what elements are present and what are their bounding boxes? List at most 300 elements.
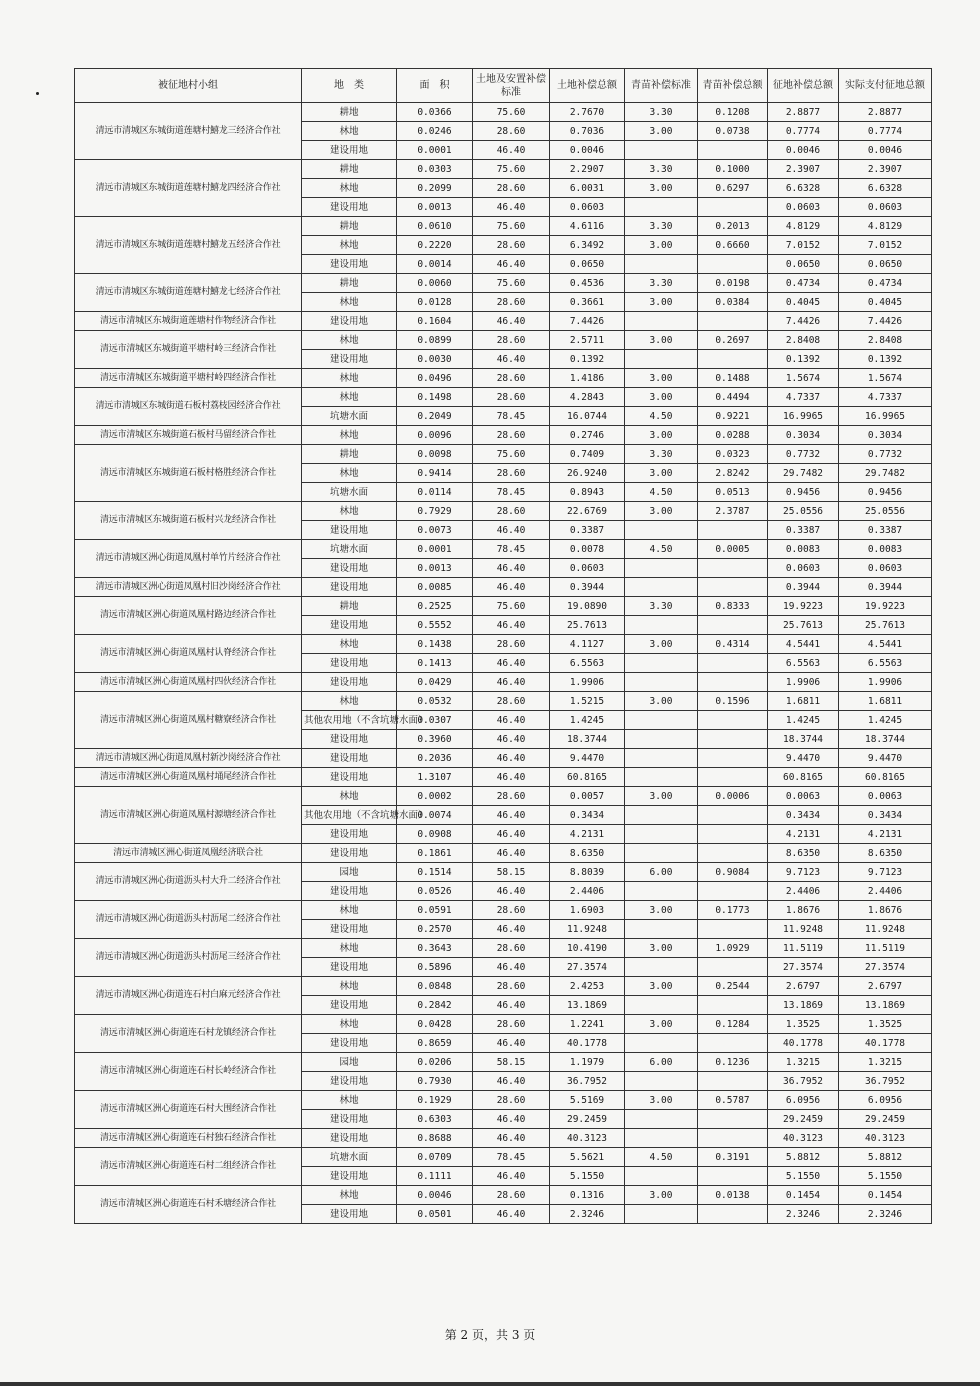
land-total-cell: 18.3744 xyxy=(550,730,625,749)
area-cell: 0.1498 xyxy=(397,388,473,407)
area-cell: 0.0001 xyxy=(397,540,473,559)
compensation-total-cell: 25.7613 xyxy=(768,616,839,635)
land-total-cell: 2.3246 xyxy=(550,1205,625,1224)
land-standard-cell: 46.40 xyxy=(473,1167,550,1186)
area-cell: 0.0001 xyxy=(397,141,473,160)
land-type-cell: 坑塘水面 xyxy=(302,1148,397,1167)
crop-standard-cell: 3.00 xyxy=(625,122,698,141)
crop-total-cell: 0.6297 xyxy=(698,179,768,198)
land-standard-cell: 46.40 xyxy=(473,768,550,787)
land-total-cell: 40.3123 xyxy=(550,1129,625,1148)
crop-total-cell: 0.0384 xyxy=(698,293,768,312)
header-actual-paid: 实际支付征地总额 xyxy=(839,69,932,103)
crop-total-cell: 0.3191 xyxy=(698,1148,768,1167)
crop-total-cell: 0.5787 xyxy=(698,1091,768,1110)
compensation-total-cell: 1.6811 xyxy=(768,692,839,711)
land-standard-cell: 28.60 xyxy=(473,635,550,654)
compensation-total-cell: 2.6797 xyxy=(768,977,839,996)
village-group-cell: 清远市清城区东城街道石板村兴龙经济合作社 xyxy=(75,502,302,540)
land-type-cell: 建设用地 xyxy=(302,198,397,217)
village-group-cell: 清远市清城区东城街道莲塘村鱚龙七经济合作社 xyxy=(75,274,302,312)
land-standard-cell: 28.60 xyxy=(473,1015,550,1034)
actual-paid-cell: 4.5441 xyxy=(839,635,932,654)
area-cell: 0.0073 xyxy=(397,521,473,540)
crop-total-cell: 0.0005 xyxy=(698,540,768,559)
land-total-cell: 36.7952 xyxy=(550,1072,625,1091)
crop-standard-cell xyxy=(625,730,698,749)
land-type-cell: 林地 xyxy=(302,331,397,350)
land-type-cell: 林地 xyxy=(302,179,397,198)
land-standard-cell: 78.45 xyxy=(473,540,550,559)
compensation-total-cell: 0.3434 xyxy=(768,806,839,825)
actual-paid-cell: 1.8676 xyxy=(839,901,932,920)
compensation-total-cell: 6.5563 xyxy=(768,654,839,673)
land-total-cell: 5.5169 xyxy=(550,1091,625,1110)
land-type-cell: 林地 xyxy=(302,1186,397,1205)
crop-total-cell xyxy=(698,1167,768,1186)
actual-paid-cell: 1.5674 xyxy=(839,369,932,388)
compensation-total-cell: 16.9965 xyxy=(768,407,839,426)
area-cell: 0.1929 xyxy=(397,1091,473,1110)
crop-total-cell xyxy=(698,616,768,635)
land-total-cell: 0.0603 xyxy=(550,198,625,217)
crop-total-cell: 2.3787 xyxy=(698,502,768,521)
land-type-cell: 林地 xyxy=(302,692,397,711)
land-total-cell: 1.5215 xyxy=(550,692,625,711)
land-standard-cell: 28.60 xyxy=(473,464,550,483)
area-cell: 0.0013 xyxy=(397,559,473,578)
crop-standard-cell xyxy=(625,312,698,331)
compensation-total-cell: 60.8165 xyxy=(768,768,839,787)
land-standard-cell: 78.45 xyxy=(473,483,550,502)
land-type-cell: 建设用地 xyxy=(302,996,397,1015)
land-standard-cell: 78.45 xyxy=(473,407,550,426)
land-total-cell: 0.8943 xyxy=(550,483,625,502)
area-cell: 0.0366 xyxy=(397,103,473,122)
actual-paid-cell: 9.7123 xyxy=(839,863,932,882)
area-cell: 0.0114 xyxy=(397,483,473,502)
crop-standard-cell xyxy=(625,844,698,863)
table-row xyxy=(75,445,932,464)
land-standard-cell: 28.60 xyxy=(473,977,550,996)
actual-paid-cell: 0.7732 xyxy=(839,445,932,464)
area-cell: 0.0206 xyxy=(397,1053,473,1072)
land-type-cell: 建设用地 xyxy=(302,673,397,692)
land-total-cell: 0.0057 xyxy=(550,787,625,806)
crop-standard-cell: 3.00 xyxy=(625,331,698,350)
compensation-total-cell: 25.0556 xyxy=(768,502,839,521)
land-type-cell: 耕地 xyxy=(302,217,397,236)
land-type-cell: 林地 xyxy=(302,369,397,388)
area-cell: 0.5552 xyxy=(397,616,473,635)
actual-paid-cell: 1.4245 xyxy=(839,711,932,730)
crop-standard-cell: 3.30 xyxy=(625,160,698,179)
crop-total-cell xyxy=(698,1129,768,1148)
crop-standard-cell: 3.00 xyxy=(625,464,698,483)
area-cell: 0.2570 xyxy=(397,920,473,939)
actual-paid-cell: 60.8165 xyxy=(839,768,932,787)
land-standard-cell: 46.40 xyxy=(473,559,550,578)
land-total-cell: 1.1979 xyxy=(550,1053,625,1072)
crop-total-cell: 0.4314 xyxy=(698,635,768,654)
actual-paid-cell: 4.2131 xyxy=(839,825,932,844)
land-total-cell: 60.8165 xyxy=(550,768,625,787)
compensation-total-cell: 0.0603 xyxy=(768,198,839,217)
land-type-cell: 耕地 xyxy=(302,445,397,464)
land-type-cell: 建设用地 xyxy=(302,1205,397,1224)
village-group-cell: 清远市清城区洲心街道连石村独石经济合作社 xyxy=(75,1129,302,1148)
actual-paid-cell: 8.6350 xyxy=(839,844,932,863)
land-total-cell: 0.3944 xyxy=(550,578,625,597)
land-total-cell: 22.6769 xyxy=(550,502,625,521)
actual-paid-cell: 0.1392 xyxy=(839,350,932,369)
land-total-cell: 4.2131 xyxy=(550,825,625,844)
compensation-total-cell: 19.9223 xyxy=(768,597,839,616)
village-group-cell: 清远市清城区洲心街道连石村大围经济合作社 xyxy=(75,1091,302,1129)
compensation-total-cell: 1.5674 xyxy=(768,369,839,388)
table-row xyxy=(75,597,932,616)
land-type-cell: 林地 xyxy=(302,388,397,407)
header-row xyxy=(75,69,932,103)
table-row xyxy=(75,1091,932,1110)
land-type-cell: 建设用地 xyxy=(302,1110,397,1129)
crop-standard-cell xyxy=(625,578,698,597)
table-row xyxy=(75,863,932,882)
land-type-cell: 建设用地 xyxy=(302,882,397,901)
area-cell: 0.0429 xyxy=(397,673,473,692)
land-standard-cell: 75.60 xyxy=(473,103,550,122)
crop-standard-cell: 6.00 xyxy=(625,1053,698,1072)
crop-standard-cell xyxy=(625,141,698,160)
land-total-cell: 10.4190 xyxy=(550,939,625,958)
land-type-cell: 建设用地 xyxy=(302,654,397,673)
crop-standard-cell xyxy=(625,521,698,540)
land-total-cell: 7.4426 xyxy=(550,312,625,331)
table-row xyxy=(75,768,932,787)
crop-total-cell xyxy=(698,1205,768,1224)
actual-paid-cell: 4.7337 xyxy=(839,388,932,407)
land-total-cell: 1.9906 xyxy=(550,673,625,692)
land-total-cell: 0.7036 xyxy=(550,122,625,141)
area-cell: 0.0246 xyxy=(397,122,473,141)
land-standard-cell: 75.60 xyxy=(473,160,550,179)
land-total-cell: 40.1778 xyxy=(550,1034,625,1053)
land-standard-cell: 78.45 xyxy=(473,1148,550,1167)
land-standard-cell: 28.60 xyxy=(473,692,550,711)
crop-total-cell: 0.8333 xyxy=(698,597,768,616)
area-cell: 0.0496 xyxy=(397,369,473,388)
crop-total-cell xyxy=(698,141,768,160)
table-row xyxy=(75,160,932,179)
compensation-total-cell: 2.4406 xyxy=(768,882,839,901)
village-group-cell: 清远市清城区洲心街道连石村二组经济合作社 xyxy=(75,1148,302,1186)
compensation-total-cell: 0.4045 xyxy=(768,293,839,312)
crop-total-cell: 2.8242 xyxy=(698,464,768,483)
crop-total-cell: 0.6660 xyxy=(698,236,768,255)
village-group-cell: 清远市清城区东城街道石板村格胜经济合作社 xyxy=(75,445,302,502)
crop-total-cell xyxy=(698,711,768,730)
land-total-cell: 0.3434 xyxy=(550,806,625,825)
actual-paid-cell: 1.6811 xyxy=(839,692,932,711)
crop-standard-cell xyxy=(625,255,698,274)
actual-paid-cell: 5.1550 xyxy=(839,1167,932,1186)
village-group-cell: 清远市清城区东城街道莲塘村鱚龙三经济合作社 xyxy=(75,103,302,160)
crop-total-cell: 0.1488 xyxy=(698,369,768,388)
compensation-total-cell: 0.3034 xyxy=(768,426,839,445)
land-standard-cell: 75.60 xyxy=(473,597,550,616)
compensation-total-cell: 4.5441 xyxy=(768,635,839,654)
crop-standard-cell xyxy=(625,882,698,901)
area-cell: 0.0709 xyxy=(397,1148,473,1167)
village-group-cell: 清远市清城区东城街道莲塘村作物经济合作社 xyxy=(75,312,302,331)
table-row xyxy=(75,749,932,768)
compensation-total-cell: 8.6350 xyxy=(768,844,839,863)
land-total-cell: 2.7670 xyxy=(550,103,625,122)
actual-paid-cell: 0.0650 xyxy=(839,255,932,274)
land-standard-cell: 46.40 xyxy=(473,1205,550,1224)
land-type-cell: 建设用地 xyxy=(302,255,397,274)
crop-standard-cell: 3.00 xyxy=(625,293,698,312)
land-standard-cell: 46.40 xyxy=(473,920,550,939)
actual-paid-cell: 0.3434 xyxy=(839,806,932,825)
village-group-cell: 清远市清城区洲心街道凤凰村源塘经济合作社 xyxy=(75,787,302,844)
crop-standard-cell: 4.50 xyxy=(625,540,698,559)
crop-standard-cell xyxy=(625,1072,698,1091)
actual-paid-cell: 1.3525 xyxy=(839,1015,932,1034)
crop-standard-cell: 3.30 xyxy=(625,597,698,616)
table-row xyxy=(75,787,932,806)
table-row xyxy=(75,331,932,350)
compensation-total-cell: 1.8676 xyxy=(768,901,839,920)
crop-standard-cell xyxy=(625,559,698,578)
crop-total-cell xyxy=(698,806,768,825)
compensation-total-cell: 0.7774 xyxy=(768,122,839,141)
actual-paid-cell: 18.3744 xyxy=(839,730,932,749)
area-cell: 0.2036 xyxy=(397,749,473,768)
village-group-cell: 清远市清城区洲心街道凤凰经济联合社 xyxy=(75,844,302,863)
land-standard-cell: 46.40 xyxy=(473,882,550,901)
compensation-total-cell: 0.0063 xyxy=(768,787,839,806)
table-row xyxy=(75,1186,932,1205)
area-cell: 0.1514 xyxy=(397,863,473,882)
crop-standard-cell xyxy=(625,198,698,217)
land-total-cell: 0.0603 xyxy=(550,559,625,578)
crop-total-cell: 0.2697 xyxy=(698,331,768,350)
land-total-cell: 0.1392 xyxy=(550,350,625,369)
area-cell: 0.8688 xyxy=(397,1129,473,1148)
land-standard-cell: 46.40 xyxy=(473,521,550,540)
land-standard-cell: 46.40 xyxy=(473,654,550,673)
actual-paid-cell: 2.6797 xyxy=(839,977,932,996)
land-type-cell: 建设用地 xyxy=(302,749,397,768)
land-total-cell: 13.1869 xyxy=(550,996,625,1015)
land-type-cell: 建设用地 xyxy=(302,350,397,369)
land-total-cell: 8.8039 xyxy=(550,863,625,882)
land-standard-cell: 46.40 xyxy=(473,1129,550,1148)
actual-paid-cell: 9.4470 xyxy=(839,749,932,768)
land-standard-cell: 46.40 xyxy=(473,730,550,749)
crop-total-cell: 0.1236 xyxy=(698,1053,768,1072)
land-type-cell: 其他农用地（不含坑塘水面） xyxy=(302,711,397,730)
crop-standard-cell xyxy=(625,1034,698,1053)
crop-standard-cell: 4.50 xyxy=(625,407,698,426)
area-cell: 0.3960 xyxy=(397,730,473,749)
village-group-cell: 清远市清城区洲心街道凤凰村认脊经济合作社 xyxy=(75,635,302,673)
land-standard-cell: 28.60 xyxy=(473,939,550,958)
crop-standard-cell xyxy=(625,1167,698,1186)
actual-paid-cell: 2.3246 xyxy=(839,1205,932,1224)
actual-paid-cell: 0.0063 xyxy=(839,787,932,806)
crop-total-cell xyxy=(698,996,768,1015)
land-standard-cell: 46.40 xyxy=(473,749,550,768)
table-row xyxy=(75,1053,932,1072)
compensation-total-cell: 1.9906 xyxy=(768,673,839,692)
compensation-total-cell: 27.3574 xyxy=(768,958,839,977)
land-standard-cell: 28.60 xyxy=(473,369,550,388)
actual-paid-cell: 6.6328 xyxy=(839,179,932,198)
crop-total-cell xyxy=(698,559,768,578)
crop-standard-cell xyxy=(625,920,698,939)
compensation-total-cell: 11.9248 xyxy=(768,920,839,939)
land-type-cell: 林地 xyxy=(302,236,397,255)
crop-total-cell xyxy=(698,882,768,901)
crop-standard-cell xyxy=(625,711,698,730)
area-cell: 0.2525 xyxy=(397,597,473,616)
table-row xyxy=(75,312,932,331)
land-type-cell: 林地 xyxy=(302,122,397,141)
compensation-total-cell: 4.2131 xyxy=(768,825,839,844)
area-cell: 0.0908 xyxy=(397,825,473,844)
crop-total-cell: 0.0006 xyxy=(698,787,768,806)
actual-paid-cell: 0.3034 xyxy=(839,426,932,445)
area-cell: 1.3107 xyxy=(397,768,473,787)
header-land-total: 土地补偿总额 xyxy=(550,69,625,103)
village-group-cell: 清远市清城区洲心街道连石村龙镇经济合作社 xyxy=(75,1015,302,1053)
land-standard-cell: 46.40 xyxy=(473,996,550,1015)
land-standard-cell: 46.40 xyxy=(473,141,550,160)
table-row xyxy=(75,939,932,958)
area-cell: 0.2220 xyxy=(397,236,473,255)
land-total-cell: 27.3574 xyxy=(550,958,625,977)
area-cell: 0.0085 xyxy=(397,578,473,597)
land-standard-cell: 75.60 xyxy=(473,445,550,464)
village-group-cell: 清远市清城区洲心街道凤凰村单竹片经济合作社 xyxy=(75,540,302,578)
actual-paid-cell: 2.8877 xyxy=(839,103,932,122)
land-standard-cell: 46.40 xyxy=(473,1110,550,1129)
actual-paid-cell: 27.3574 xyxy=(839,958,932,977)
area-cell: 0.9414 xyxy=(397,464,473,483)
crop-standard-cell xyxy=(625,673,698,692)
page-number: 第 2 页，共 3 页 xyxy=(444,1328,536,1342)
area-cell: 0.0591 xyxy=(397,901,473,920)
crop-total-cell: 0.0198 xyxy=(698,274,768,293)
compensation-total-cell: 7.4426 xyxy=(768,312,839,331)
crop-total-cell xyxy=(698,255,768,274)
area-cell: 0.0428 xyxy=(397,1015,473,1034)
compensation-total-cell: 0.3944 xyxy=(768,578,839,597)
land-type-cell: 建设用地 xyxy=(302,920,397,939)
compensation-total-cell: 0.1454 xyxy=(768,1186,839,1205)
actual-paid-cell: 2.4406 xyxy=(839,882,932,901)
land-type-cell: 耕地 xyxy=(302,160,397,179)
table-row xyxy=(75,1015,932,1034)
crop-standard-cell: 3.00 xyxy=(625,787,698,806)
land-standard-cell: 75.60 xyxy=(473,274,550,293)
actual-paid-cell: 1.3215 xyxy=(839,1053,932,1072)
land-total-cell: 0.3661 xyxy=(550,293,625,312)
land-total-cell: 19.0890 xyxy=(550,597,625,616)
crop-total-cell xyxy=(698,198,768,217)
table-row xyxy=(75,502,932,521)
land-total-cell: 2.4406 xyxy=(550,882,625,901)
actual-paid-cell: 16.9965 xyxy=(839,407,932,426)
area-cell: 0.7929 xyxy=(397,502,473,521)
actual-paid-cell: 2.8408 xyxy=(839,331,932,350)
crop-total-cell xyxy=(698,1034,768,1053)
actual-paid-cell: 2.3907 xyxy=(839,160,932,179)
area-cell: 0.1438 xyxy=(397,635,473,654)
crop-standard-cell: 3.00 xyxy=(625,179,698,198)
land-type-cell: 建设用地 xyxy=(302,141,397,160)
land-standard-cell: 28.60 xyxy=(473,122,550,141)
land-total-cell: 16.0744 xyxy=(550,407,625,426)
compensation-total-cell: 40.3123 xyxy=(768,1129,839,1148)
land-standard-cell: 58.15 xyxy=(473,1053,550,1072)
compensation-total-cell: 1.4245 xyxy=(768,711,839,730)
crop-total-cell xyxy=(698,521,768,540)
area-cell: 0.0128 xyxy=(397,293,473,312)
village-group-cell: 清远市清城区洲心街道沥头村大升二经济合作社 xyxy=(75,863,302,901)
village-group-cell: 清远市清城区洲心街道凤凰村埇尾经济合作社 xyxy=(75,768,302,787)
land-type-cell: 建设用地 xyxy=(302,1034,397,1053)
crop-standard-cell: 3.00 xyxy=(625,1091,698,1110)
land-total-cell: 4.6116 xyxy=(550,217,625,236)
compensation-total-cell: 0.0650 xyxy=(768,255,839,274)
compensation-total-cell: 0.9456 xyxy=(768,483,839,502)
compensation-total-cell: 0.4734 xyxy=(768,274,839,293)
land-standard-cell: 46.40 xyxy=(473,958,550,977)
crop-total-cell: 0.2544 xyxy=(698,977,768,996)
village-group-cell: 清远市清城区东城街道平塘村岭三经济合作社 xyxy=(75,331,302,369)
crop-total-cell xyxy=(698,312,768,331)
crop-total-cell: 0.0288 xyxy=(698,426,768,445)
crop-standard-cell: 3.00 xyxy=(625,692,698,711)
land-total-cell: 25.7613 xyxy=(550,616,625,635)
land-standard-cell: 46.40 xyxy=(473,350,550,369)
land-type-cell: 建设用地 xyxy=(302,768,397,787)
compensation-total-cell: 2.3246 xyxy=(768,1205,839,1224)
crop-total-cell: 0.2013 xyxy=(698,217,768,236)
land-total-cell: 2.5711 xyxy=(550,331,625,350)
table-row xyxy=(75,635,932,654)
compensation-table xyxy=(74,68,932,1224)
table-row xyxy=(75,844,932,863)
crop-total-cell: 0.0138 xyxy=(698,1186,768,1205)
header-crop-total: 青苗补偿总额 xyxy=(698,69,768,103)
land-total-cell: 6.3492 xyxy=(550,236,625,255)
land-total-cell: 5.5621 xyxy=(550,1148,625,1167)
table-row xyxy=(75,673,932,692)
table-row xyxy=(75,388,932,407)
village-group-cell: 清远市清城区东城街道平塘村岭四经济合作社 xyxy=(75,369,302,388)
crop-total-cell: 0.1773 xyxy=(698,901,768,920)
land-type-cell: 园地 xyxy=(302,1053,397,1072)
land-type-cell: 林地 xyxy=(302,939,397,958)
area-cell: 0.0532 xyxy=(397,692,473,711)
compensation-total-cell: 2.3907 xyxy=(768,160,839,179)
land-standard-cell: 28.60 xyxy=(473,787,550,806)
actual-paid-cell: 13.1869 xyxy=(839,996,932,1015)
